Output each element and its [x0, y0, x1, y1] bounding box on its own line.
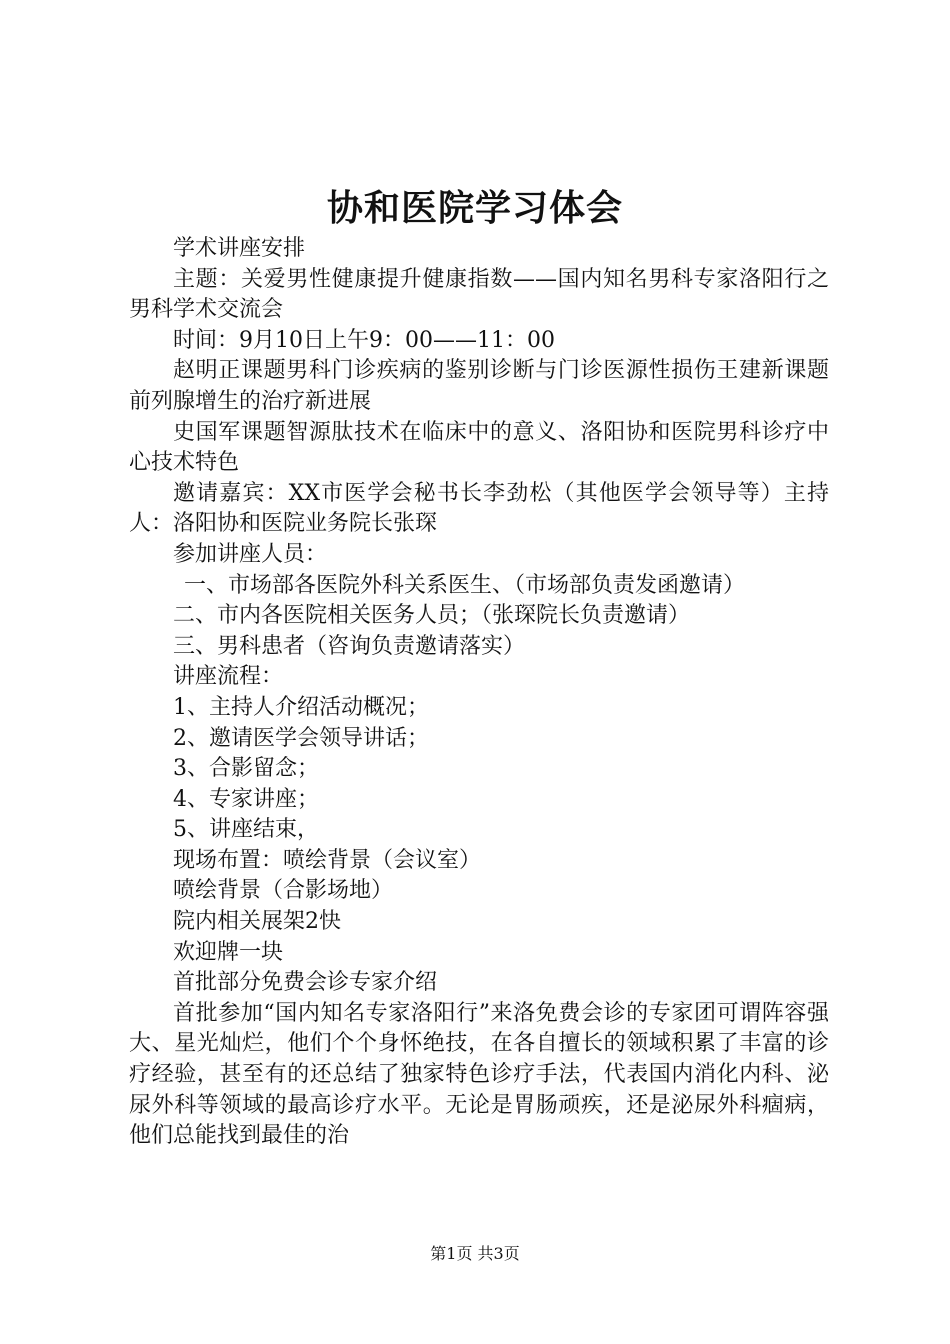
paragraph-topics-2: 史国军课题智源肽技术在临床中的意义、洛阳协和医院男科诊疗中心技术特色 — [129, 419, 829, 476]
page-footer: 第1页 共3页 — [430, 1244, 520, 1263]
paragraph-process-3: 3、合影留念； — [173, 756, 319, 782]
paragraph-guests: 邀请嘉宾：XX市医学会秘书长李劲松（其他医学会领导等）主持人：洛阳协和医院业务院长张琛 — [129, 480, 829, 537]
paragraph-lecture-arrangement: 学术讲座安排 — [173, 236, 306, 261]
paragraph-experts-heading: 首批部分免费会诊专家介绍 — [173, 970, 438, 996]
paragraph-venue-3: 院内相关展架2快 — [173, 909, 341, 935]
paragraph-process-1: 1、主持人介绍活动概况； — [173, 694, 429, 720]
paragraph-participants-1: 一、市场部各医院外科关系医生、（市场部负责发函邀请） — [184, 572, 746, 598]
paragraph-theme: 主题：关爱男性健康提升健康指数——国内知名男科专家洛阳行之男科学术交流会 — [129, 266, 829, 323]
paragraph-participants-2: 二、市内各医院相关医务人员；（张琛院长负责邀请） — [173, 603, 691, 629]
paragraph-venue-1: 现场布置：喷绘背景（会议室） — [173, 847, 482, 873]
paragraph-process-heading: 讲座流程： — [173, 664, 284, 690]
paragraph-venue-4: 欢迎牌一块 — [173, 939, 284, 965]
paragraph-process-5: 5、讲座结束， — [173, 817, 319, 843]
paragraph-experts-body: 首批参加“国内知名专家洛阳行”来洛免费会诊的专家团可谓阵容强大、星光灿烂，他们个个身怀绝技，在各自擅长的领域积累了丰富的诊疗经验，甚至有的还总结了独家特色诊疗手法，代表国内消化内科、泌尿外科等领域的最高诊疗水平。无论是胃肠顽疾，还是泌尿外科痼病，他们总能找到最佳的治 — [129, 1000, 829, 1149]
paragraph-process-2: 2、邀请医学会领导讲话； — [173, 725, 429, 751]
paragraph-topics-1: 赵明正课题男科门诊疾病的鉴别诊断与门诊医源性损伤王建新课题前列腺增生的治疗新进展 — [129, 358, 829, 414]
paragraph-venue-2: 喷绘背景（合影场地） — [173, 878, 394, 904]
document-body — [129, 234, 829, 1152]
paragraph-participants-heading: 参加讲座人员： — [173, 541, 328, 567]
paragraph-time: 时间：9月10日上午9：00——11：00 — [173, 327, 555, 353]
document-title: 协和医院学习体会 — [326, 187, 623, 229]
paragraph-participants-3: 三、男科患者（咨询负责邀请落实） — [173, 633, 526, 659]
paragraph-process-4: 4、专家讲座； — [173, 786, 319, 812]
